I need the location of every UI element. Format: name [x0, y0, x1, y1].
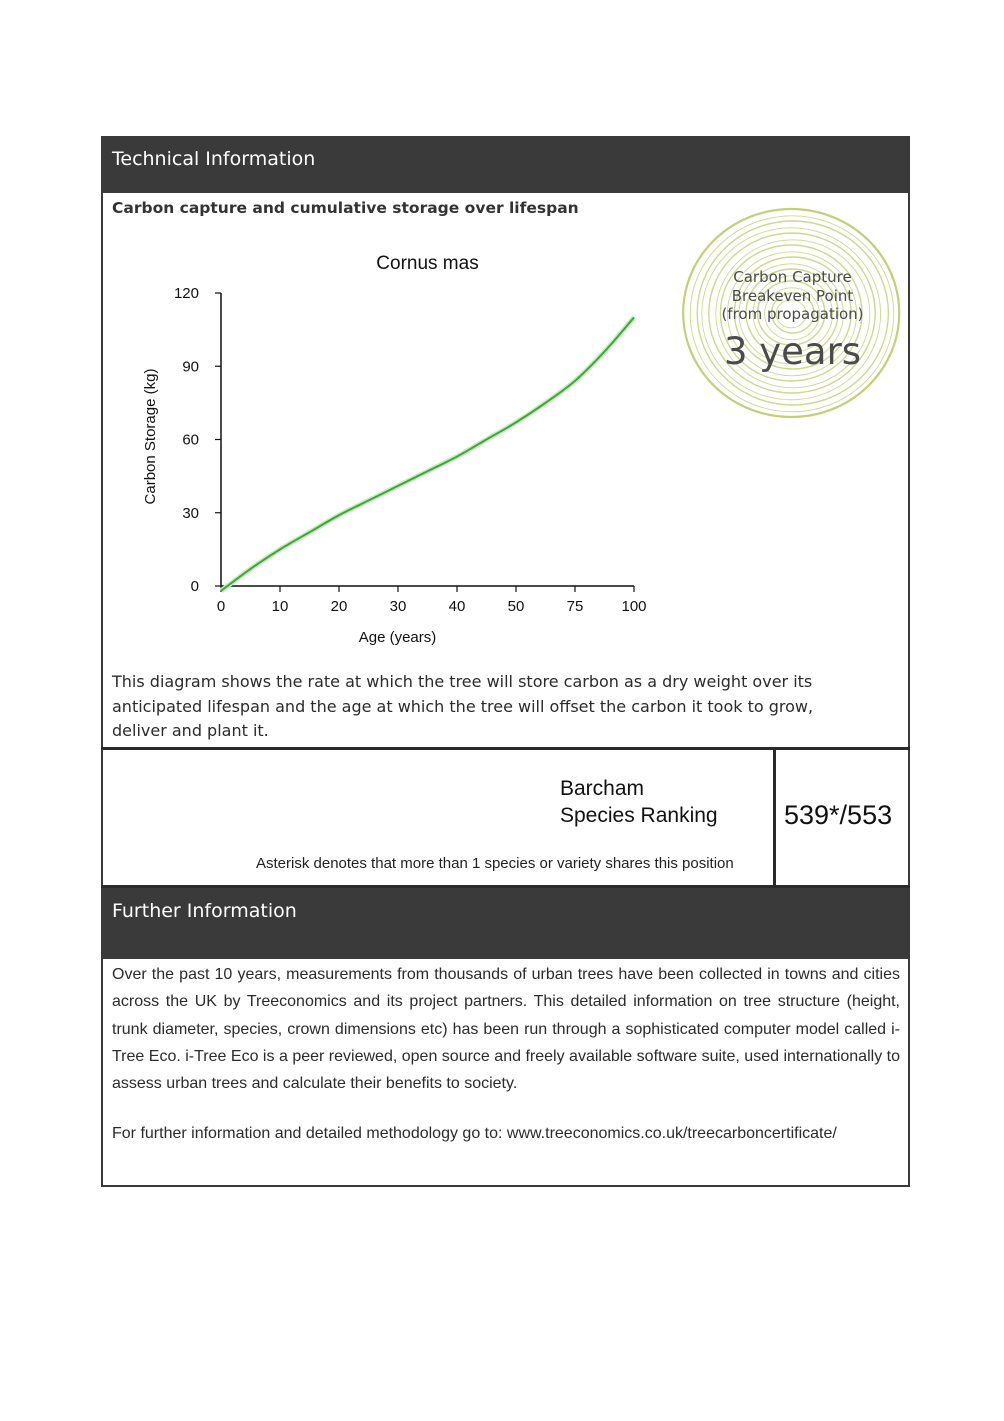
y-tick-label: 30	[182, 504, 199, 522]
chart-description: This diagram shows the rate at which the tree will store carbon as a dry weight over its anticipated lifespan and the age at which the tree will offset the carbon it took to grow, deliver and plant it.	[112, 672, 814, 740]
technical-info-header: Technical Information	[101, 136, 910, 193]
y-tick-label: 60	[182, 431, 199, 449]
x-tick-label: 10	[271, 598, 289, 615]
x-axis-label: Age (years)	[358, 629, 437, 646]
x-tick-label: 20	[330, 598, 348, 615]
x-tick-label: 50	[507, 598, 525, 615]
y-tick-label: 90	[182, 358, 199, 376]
x-tick-label: 100	[621, 598, 647, 615]
chart-svg	[108, 240, 668, 660]
ranking-label	[560, 775, 718, 829]
series-line-shadow	[221, 317, 634, 590]
x-tick-label: 30	[389, 598, 407, 615]
ranking-label-line-1: Barcham	[560, 777, 645, 800]
chart-section-title: Carbon capture and cumulative storage over lifespan	[112, 199, 579, 217]
ranking-separator	[773, 750, 776, 888]
y-tick-label: 120	[173, 285, 199, 302]
breakeven-line-2: Breakeven Point	[731, 286, 854, 305]
breakeven-line-3: (from propagation)	[721, 305, 864, 323]
breakeven-line-1: Carbon Capture	[733, 268, 852, 286]
breakeven-value: 3 years	[723, 329, 862, 373]
y-tick-label: 0	[190, 578, 199, 595]
further-info-body: Over the past 10 years, measurements from thousands of urban trees have been collected in towns and cities across the UK by Treeconomics and its project partners. This detailed information on tree structure (height, trunk diameter, species, crown dimensions etc) has been run through a sophisticated computer model called i-Tree Eco. i-Tree Eco is a peer reviewed, open source and freely available software suite, used internationally to assess urban trees and calculate their benefits to society.	[112, 966, 900, 1093]
methodology-link-text[interactable]: For further information and detailed methodology go to: www.treeconomics.co.uk/treecarboncertificate/	[112, 1125, 837, 1142]
breakeven-badge	[700, 268, 885, 376]
further-info-header: Further Information	[101, 888, 910, 959]
chart-title: Cornus mas	[376, 253, 479, 274]
x-tick-label: 75	[566, 598, 584, 615]
x-tick-label: 40	[448, 598, 466, 615]
ranking-label-line-2: Species Ranking	[560, 804, 718, 827]
carbon-storage-chart	[108, 240, 668, 660]
ranking-value: 539*/553	[784, 800, 893, 830]
y-axis-label: Carbon Storage (kg)	[142, 368, 159, 505]
x-tick-label: 0	[216, 598, 226, 615]
ranking-note: Asterisk denotes that more than 1 species or variety shares this position	[256, 855, 734, 872]
